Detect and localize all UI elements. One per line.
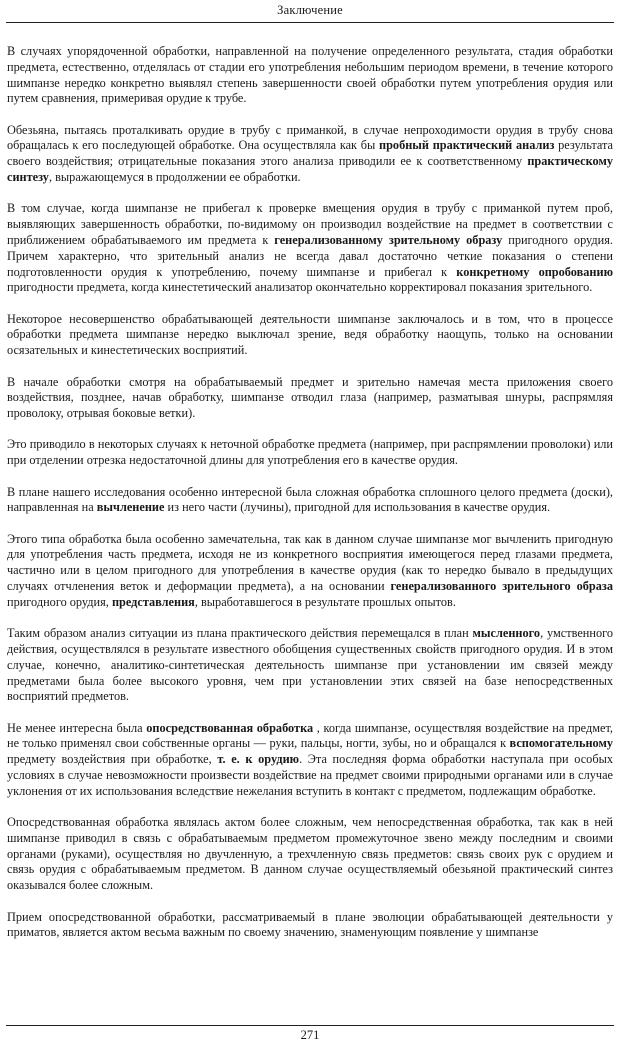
text-run: Не менее интересна была — [7, 720, 147, 735]
text-run: пригодного орудия, — [7, 594, 112, 609]
paragraph — [7, 815, 613, 894]
text-run: В случаях упорядоченной обработки, направленной на получение определенного результата, стадия обработки предмета, естественно, отделялась от стадии его употребления небольшим периодом времени, в течение которого шимпанзе нередко конкретно выявлял степень завершенности своей обработки путем употребления орудия или путем сравнения, примеривая орудие к трубе. — [7, 44, 613, 106]
text-run: В плане нашего исследования особенно интересной была сложная обработка сплошного целого предмета (доски), направленная на — [7, 484, 613, 515]
page-number: 271 — [300, 1028, 320, 1042]
paragraph — [7, 485, 613, 517]
text-run: , выражающемуся в продолжении ее обработки. — [48, 170, 301, 185]
text-run: Обезьяна, пытаясь проталкивать орудие в трубу с приманкой, в случае непроходимости орудия в трубу снова обращалась к его последующей обработке. Она осуществляла как бы — [7, 122, 613, 153]
text-run: пригодного орудия. Причем характерно, что зрительный анализ не всегда давал достаточно четкие показания о степени подготовленности орудия к употреблению, почему шимпанзе и прибегал к — [7, 232, 613, 279]
header-rule — [6, 22, 614, 23]
text-run: пригодности предмета, когда кинестетический анализатор окончательно корректировал показания зрительного. — [7, 280, 593, 295]
text-run: Это приводило в некоторых случаях к неточной обработке предмета (например, при распрямлении проволоки) или при отделении отрезка недостаточной длины для употребления его в качестве орудия. — [7, 437, 613, 468]
paragraph — [7, 123, 613, 186]
bold-term: пробный практический анализ — [379, 138, 555, 153]
text-run: Прием опосредствованной обработки, рассматриваемый в плане эволюции обрабатывающей деятельности у приматов, является актом весьма важным по своему значению, знаменующим появление у шимпанзе — [7, 909, 613, 940]
paragraph — [7, 910, 613, 942]
text-run: Этого типа обработка была особенно замечательна, так как в данном случае шимпанзе мог вычленить пригодную для употребления часть предмета, исходя не из конкретного восприятия имеющегося перед глазами предмета, частично или в целом пригодного для употребления в качестве орудия (как то нередко бывало в предыдущих случаях отчленения веток и деформации предмета), а на основании — [7, 531, 613, 594]
bold-term: т. е. к орудию — [217, 752, 300, 767]
text-run: В начале обработки смотря на обрабатываемый предмет и зрительно намечая места приложения своего воздействия, позднее, начав обработку, шимпанзе отводил глаза (например, разматывая шнуры, распрямляя проволоку, отрывая боковые ветки). — [7, 374, 613, 421]
bold-term: мысленного — [472, 626, 541, 641]
paragraph — [7, 201, 613, 296]
paragraph — [7, 721, 613, 800]
text-run: . Эта последняя форма обработки наступала при особых условиях в случае невозможности произвести воздействие на предмет своими природными органами или в случае уклонения от их использования вследствие нежелания вступить в контакт с предметом, подлежащим обработке. — [7, 752, 614, 798]
paragraph — [7, 532, 613, 611]
text-run: , когда шимпанзе, осуществляя воздействие на предмет, не только применял свои собственные органы — руки, пальцы, ногти, зубы, но и обращался к — [7, 720, 613, 751]
paragraph — [7, 375, 613, 422]
running-header: Заключение — [277, 3, 343, 17]
text-run: , умственного действия, осуществлялся в результате известного обобщения существенных свойств пригодного орудия. И в этом случае, конечно, аналитико-синтетическая деятельность шимпанзе при установлении им связей между предметами была более высокого уровня, чем при установлении этих связей на базе непосредственных восприятий предметов. — [7, 626, 613, 704]
text-run: Опосредствованная обработка являлась актом более сложным, чем непосредственная обработка, так как в ней шимпанзе приводил в связь с обрабатываемым предметом промежуточное звено между последним и своими органами (руками), осуществляя но двучленную, а трехчленную связь предметов: связь своих рук с орудием и связь орудия с обрабатываемым предметом. В данном случае осуществляемый обезьяной практический синтез оказывался более сложным. — [7, 815, 613, 893]
page-body — [7, 44, 613, 957]
text-run: из него части (лучины), пригодной для использования в качестве орудия. — [164, 500, 551, 515]
bold-term: генерализованному зрительному образу — [274, 232, 503, 247]
paragraph — [7, 626, 613, 705]
bold-term: вычленение — [96, 500, 165, 515]
text-run: , выработавшегося в результате прошлых опытов. — [194, 594, 456, 609]
paragraph — [7, 312, 613, 359]
paragraph — [7, 44, 613, 107]
bold-term: опосредствованная обработка — [146, 720, 314, 735]
footer-rule — [6, 1025, 614, 1026]
bold-term: практическому синтезу — [7, 154, 613, 185]
bold-term: генерализованного зрительного образа — [390, 579, 613, 594]
bold-term: представления — [111, 594, 195, 609]
text-run: предмету воздействия при обработке, — [7, 752, 218, 767]
text-run: результата своего воздействия; отрицательные показания этого анализа приводили ее к соответственному — [7, 138, 613, 169]
bold-term: вспомогательному — [509, 736, 613, 751]
bold-term: конкретному опробованию — [456, 264, 613, 279]
text-run: В том случае, когда шимпанзе не прибегал к проверке вмещения орудия в трубу с приманкой путем проб, выявляющих завершенность обработки, по-видимому он производил воздействие на предмет в соответствии с приближением обрабатываемого им предмета к — [7, 201, 613, 247]
text-run: Некоторое несовершенство обрабатывающей деятельности шимпанзе заключалось и в том, что в процессе обработки предмета шимпанзе нередко выключал зрение, ведя обработку наощупь, только на основании осязательных и кинестетических восприятий. — [7, 311, 613, 358]
text-run: Таким образом анализ ситуации из плана практического действия перемещался в план — [7, 626, 473, 641]
paragraph — [7, 437, 613, 469]
